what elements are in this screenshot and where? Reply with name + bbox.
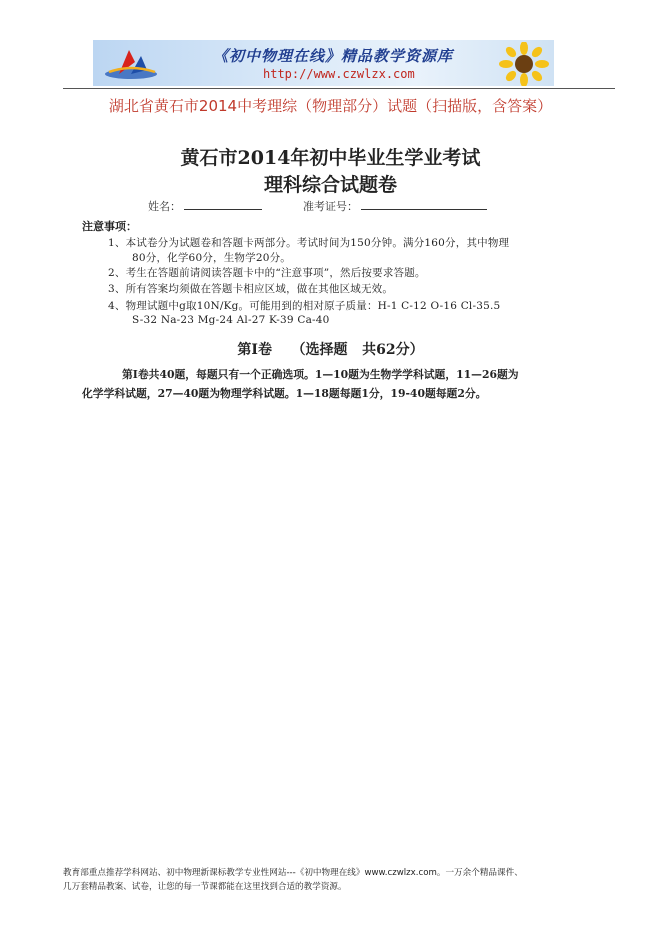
header-divider	[63, 88, 615, 89]
name-blank	[184, 198, 262, 210]
notice-line: 2、考生在答题前请阅读答题卡中的“注意事项”，然后按要求答题。	[108, 267, 426, 279]
exam-id-field	[303, 198, 487, 214]
header-banner	[93, 40, 554, 86]
section-heading: 第Ⅰ卷 （选择题 共62分）	[237, 342, 424, 358]
name-label: 姓名：	[148, 200, 181, 213]
exam-id-label: 准考证号：	[303, 200, 358, 213]
banner-title: 《初中物理在线》精品教学资源库	[213, 47, 454, 65]
section-intro: 化学学科试题，27—40题为物理学科试题。1—18题每题1分，19-40题每题2分。	[82, 387, 487, 400]
section-intro: 第Ⅰ卷共40题，每题只有一个正确选项。1—10题为生物学学科试题，11—26题为	[122, 368, 519, 381]
notice-line: 3、所有答案均须做在答题卡相应区域，做在其他区域无效。	[108, 283, 394, 295]
notice-line: S-32 Na-23 Mg-24 Al-27 K-39 Ca-40	[132, 314, 330, 326]
exam-title: 黄石市2014年初中毕业生学业考试	[180, 147, 481, 169]
notice-line: 4、物理试题中g取10N/Kg。可能用到的相对原子质量：H-1 C-12 O-16 Cl-35.5	[108, 300, 501, 312]
footer-line: 教育部重点推荐学科网站、初中物理新课标教学专业性网站---《初中物理在线》www.czwlzx.com。一万余个精品课件、	[63, 868, 523, 878]
banner-url[interactable]: http://www.czwlzx.com	[263, 67, 415, 81]
site-logo-icon	[101, 44, 161, 82]
notice-line: 1、本试卷分为试题卷和答题卡两部分。考试时间为150分钟。满分160分，其中物理	[108, 237, 510, 249]
sunflower-icon	[498, 42, 550, 86]
document-title: 湖北省黄石市2014中考理综（物理部分）试题（扫描版，含答案）	[108, 97, 553, 115]
exam-subtitle: 理科综合试题卷	[263, 174, 397, 196]
notice-heading: 注意事项：	[82, 220, 137, 233]
footer-line: 几万套精品教案、试卷，让您的每一节课都能在这里找到合适的教学资源。	[63, 882, 347, 892]
exam-id-blank	[361, 198, 487, 210]
notice-line: 80分，化学60分，生物学20分。	[132, 252, 291, 264]
name-field	[148, 198, 262, 214]
